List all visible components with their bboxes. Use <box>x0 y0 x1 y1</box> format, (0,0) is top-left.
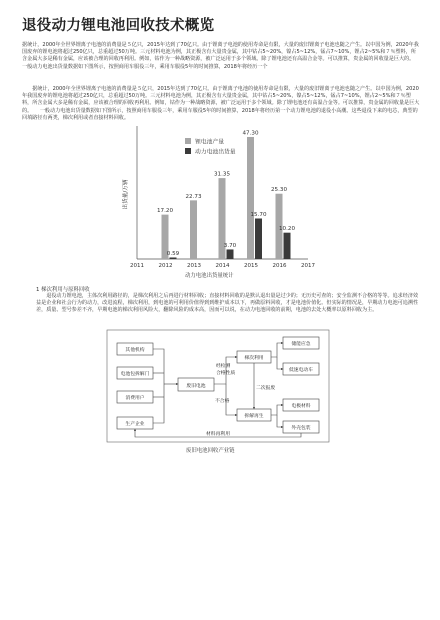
x-tick-label: 2011 <box>130 263 144 269</box>
node-label: 生产企业 <box>125 422 145 427</box>
data-label: 25.30 <box>270 187 288 194</box>
node-label: 电池包拆解门 <box>120 372 150 377</box>
x-tick-label: 2012 <box>158 263 173 269</box>
node-label: 梯次利用 <box>244 356 264 361</box>
node-low-speed-ev <box>283 363 319 375</box>
node-label: 低速电动车 <box>289 368 313 373</box>
intro-paragraph: 据统计，2000年全世界锂离子电池的消费量是５亿只，2015年达到了70亿只。由于锂离子电池的使用寿命是有限，大量的废旧锂离子电池也随之产生。以中国为例，2020年我国废弃的锂电池将超过250亿只，总重超过50万吨。三元材料电池为例，其正极含有大量贵金属，其中钴占5~20%，镍占5~12%，锰占7~10%，锂占2~5%和７％塑料，所含金属大多是稀有金属，应该被合理的回收再利用。例如，钴作为一种战略资源，被广泛运用于多个领域。除了锂电池还有高温合金等。可以推算，贵金属的回收量是巨大的。 一般动力电池出货量数据如下图所示，按照商用车服役三年，乘用车服役5年的时间推算，2018年将经历一个 <box>22 42 422 70</box>
data-label: 17.20 <box>156 208 174 215</box>
node-electrode-material <box>283 399 319 411</box>
node-label: 电极材料 <box>291 404 311 409</box>
node-label: 其他机构 <box>125 348 145 353</box>
x-tick-label: 2014 <box>215 263 230 269</box>
figure-caption: 废旧电池回收产业链 <box>186 448 235 454</box>
page-title: 退役动力锂电池回收技术概览 <box>22 18 215 34</box>
section-heading: 1 梯次利用与原料回收 <box>36 287 90 293</box>
node-label: 消费用户 <box>125 396 145 401</box>
node-label: 外壳包装 <box>291 426 311 431</box>
x-tick-label: 2013 <box>187 263 201 269</box>
legend-label: 锂电池产量 <box>195 139 224 146</box>
source-bus <box>153 349 164 423</box>
chart-caption: 动力电池出货量统计 <box>185 273 234 279</box>
x-tick-label: 2016 <box>272 263 287 269</box>
data-label: 22.73 <box>185 193 202 200</box>
edge-label: 材料再利用 <box>206 432 230 437</box>
edge <box>277 415 283 427</box>
data-label: 0.59 <box>166 250 180 257</box>
data-label: 10.20 <box>278 226 296 233</box>
data-label: 15.70 <box>250 211 267 218</box>
node-label: 拆解再生 <box>244 414 264 419</box>
node-consumer <box>117 391 153 403</box>
data-label: 3.70 <box>223 242 237 249</box>
edge-label: 合格性质 <box>216 371 236 376</box>
edge-label: 不合格 <box>215 399 230 404</box>
x-tick-label: 2017 <box>301 263 315 269</box>
legend-label: 动力电池出货量 <box>195 149 236 156</box>
node-waste-battery <box>178 378 214 391</box>
x-tick-label: 2015 <box>244 263 258 269</box>
node-pack-dismantle <box>117 367 153 379</box>
y-axis-label: 出货量/万辆 <box>123 179 129 210</box>
edge-label: 二次报废 <box>256 386 276 391</box>
edge <box>277 357 283 369</box>
edge <box>271 405 283 415</box>
edge <box>271 343 283 357</box>
node-shell-package <box>283 421 319 433</box>
statistics-paragraph: 据统计，2000年全世界锂离子电池的消费量是５亿只，2015年达到了70亿只。由于锂离子电池的使用寿命是有限，大量的废旧锂离子电池也随之产生。以中国为例，2020年我国废弃的锂电池将超过250亿只，总重超过50万吨。三元材料电池为例，其正极含有大量贵金属，其中钴占5~20%，镍占5~12%，锰占7~10%，锂占2~5%和７％塑料，所含金属大多是稀有金属，应该被合理的回收再利用。例如，钴作为一种战略资源，被广泛运用于多个领域。除了锂电池还有高温合金等。可以推算，贵金属的回收量是巨大的。 一般动力电池出货量数据如下图所示，按照商用车服役三年，乘用车服役5年的时间推算，2018年将经历第一个动力锂电池的退役小高潮。这些退役下来的电芯，典型的回填路径有两类，梯次利用或者直接材料回收。 <box>22 86 420 121</box>
node-energy-storage <box>283 337 319 349</box>
data-label: 47.30 <box>242 130 259 137</box>
data-label: 31.35 <box>213 171 231 178</box>
node-manufacturer <box>117 417 153 429</box>
node-label: 储能应急 <box>291 342 311 347</box>
section-paragraph: 退役动力锂电池，主体次利用路径的，是梯次利用之后再进行材料回收；直接材料回收的是默认退出量是过少的；无历史可查的；安全监测不合格的等等。追求经济效益是企业和社会行为的动力，改进流程，梯次利用，到电池的可利用价值得到到维护成本以下，再做原料回收，才是电池价值化。但实际的情况是，早期动力电池可追溯性差，质量、型号参差不齐，早期电池的梯次利用风险大，翻除风险的成本高，因而可以说，在动力电池回收的前期，电池的去处大概率以原料回收为主。 <box>36 293 419 314</box>
edge-label: 经检测 <box>216 364 231 369</box>
node-echelon-use <box>237 351 271 363</box>
node-dismantle-regenerate <box>237 409 271 421</box>
node-label: 废旧电池 <box>186 384 206 389</box>
node-other-org <box>117 343 153 355</box>
